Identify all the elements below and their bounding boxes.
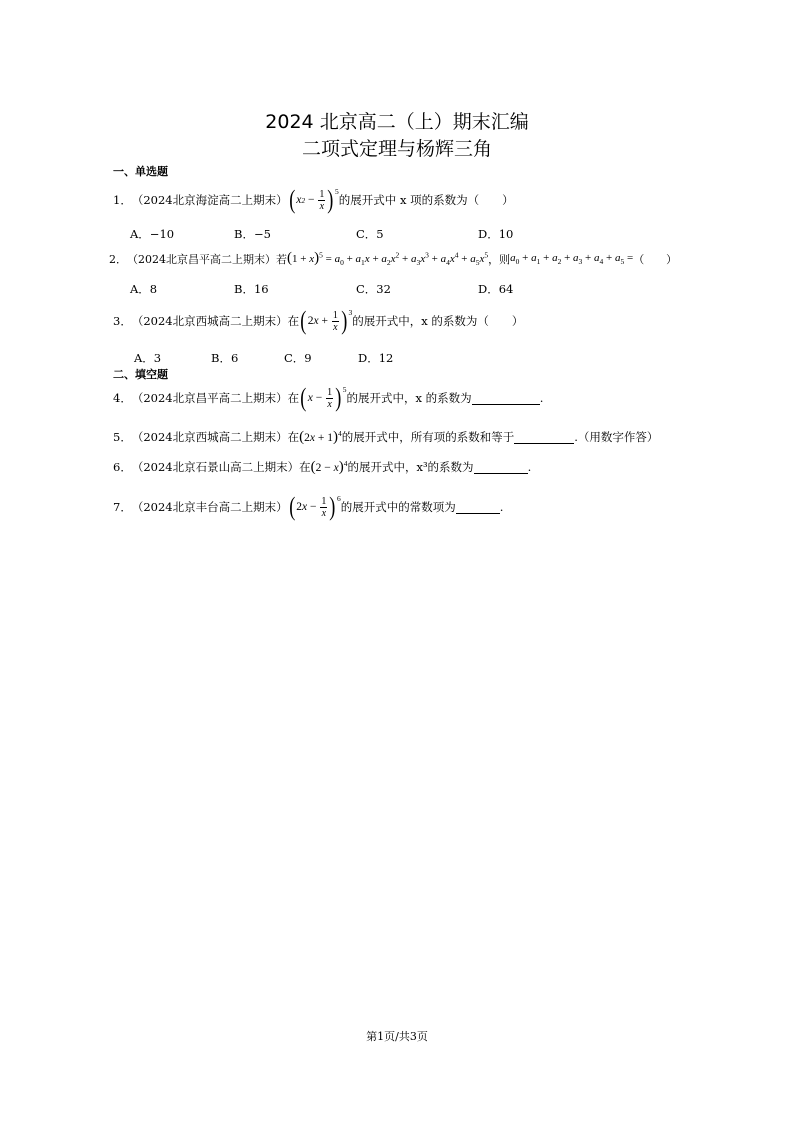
- question-text: （ ）: [633, 253, 678, 266]
- answer-blank[interactable]: [472, 392, 540, 405]
- option-c: C．5: [356, 227, 384, 241]
- question-text: ，则: [488, 253, 511, 266]
- question-text: 的展开式中，x 的系数为: [346, 391, 472, 405]
- question-number: 2．: [109, 253, 127, 266]
- answer-blank[interactable]: [474, 461, 528, 474]
- math-expression: ( x − $\frac{1}{x}$ ) 5: [300, 383, 347, 412]
- question-end: .: [499, 500, 504, 514]
- answer-blank[interactable]: [514, 431, 574, 444]
- question-2: [109, 245, 677, 273]
- math-expression: ( x 2 − $\frac{1}{x}$ ) 5: [288, 185, 339, 214]
- option-a: A．8: [130, 282, 158, 296]
- question-source: （2024北京丰台高二上期末）: [131, 500, 288, 514]
- math-expression: $(1 + x)^5 = a_0 + a_1x + a_2x^2 + a_3x^3 + a_4x^4 + a_5x^5$: [287, 250, 489, 268]
- question-text: 的展开式中 x 项的系数为（ ）: [338, 193, 514, 207]
- option-c: C．32: [356, 282, 391, 296]
- question-number: 6．: [113, 460, 132, 474]
- question-source: （2024北京石景山高二上期末）在: [131, 460, 311, 474]
- question-text: 的展开式中，x 的系数为（ ）: [352, 314, 524, 328]
- question-number: 3．: [113, 314, 132, 328]
- section-heading-single-choice: 一、单选题: [113, 165, 168, 178]
- math-expression: $a_0 + a_1 + a_2 + a_3 + a_4 + a_5$ =: [510, 251, 634, 267]
- option-d: D．10: [478, 227, 514, 241]
- option-b: B．16: [234, 282, 269, 296]
- option-a: A．−10: [130, 227, 175, 241]
- question-source: （2024北京西城高二上期末）在: [131, 314, 300, 328]
- question-source: （2024北京昌平高二上期末）在: [131, 391, 300, 405]
- question-source: （2024北京海淀高二上期末）: [131, 193, 288, 207]
- option-c: C．9: [284, 351, 312, 365]
- page-title: 2024 北京高二（上）期末汇编: [265, 111, 529, 133]
- question-4: [113, 384, 543, 412]
- page-footer: 第1页/共3页: [366, 1030, 428, 1043]
- question-number: 1．: [113, 193, 132, 207]
- question-3: [113, 307, 523, 335]
- section-heading-fill-blank: 二、填空题: [113, 368, 168, 381]
- question-source: （2024北京昌平高二上期末）若: [127, 253, 287, 266]
- option-d: D．12: [358, 351, 394, 365]
- question-source: （2024北京西城高二上期末）在: [131, 430, 300, 444]
- question-1: [113, 186, 514, 214]
- question-text: 的展开式中的常数项为: [340, 500, 456, 514]
- question-7: [113, 493, 503, 521]
- option-b: B．6: [211, 351, 239, 365]
- option-a: A．3: [134, 351, 162, 365]
- math-expression: $(2x + 1)^4$: [299, 428, 342, 445]
- question-5: [113, 423, 658, 451]
- math-expression: ( 2 x + $\frac{1}{x}$ ) 3: [300, 306, 353, 335]
- question-end: .（用数字作答）: [574, 430, 659, 444]
- question-text: 的展开式中，x³的系数为: [347, 460, 474, 474]
- question-number: 4．: [113, 391, 132, 405]
- question-number: 7．: [113, 500, 132, 514]
- question-end: .: [539, 391, 544, 405]
- question-end: .: [527, 460, 532, 474]
- answer-blank[interactable]: [456, 501, 500, 514]
- option-d: D．64: [478, 282, 514, 296]
- math-expression: ( 2 x − $\frac{1}{x}$ ) 6: [288, 492, 341, 521]
- option-b: B．−5: [234, 227, 271, 241]
- question-6: [113, 453, 531, 481]
- question-number: 5．: [113, 430, 132, 444]
- math-expression: $(2 - x)^4$: [310, 458, 348, 475]
- page-subtitle: 二项式定理与杨辉三角: [301, 138, 492, 160]
- question-text: 的展开式中，所有项的系数和等于: [341, 430, 515, 444]
